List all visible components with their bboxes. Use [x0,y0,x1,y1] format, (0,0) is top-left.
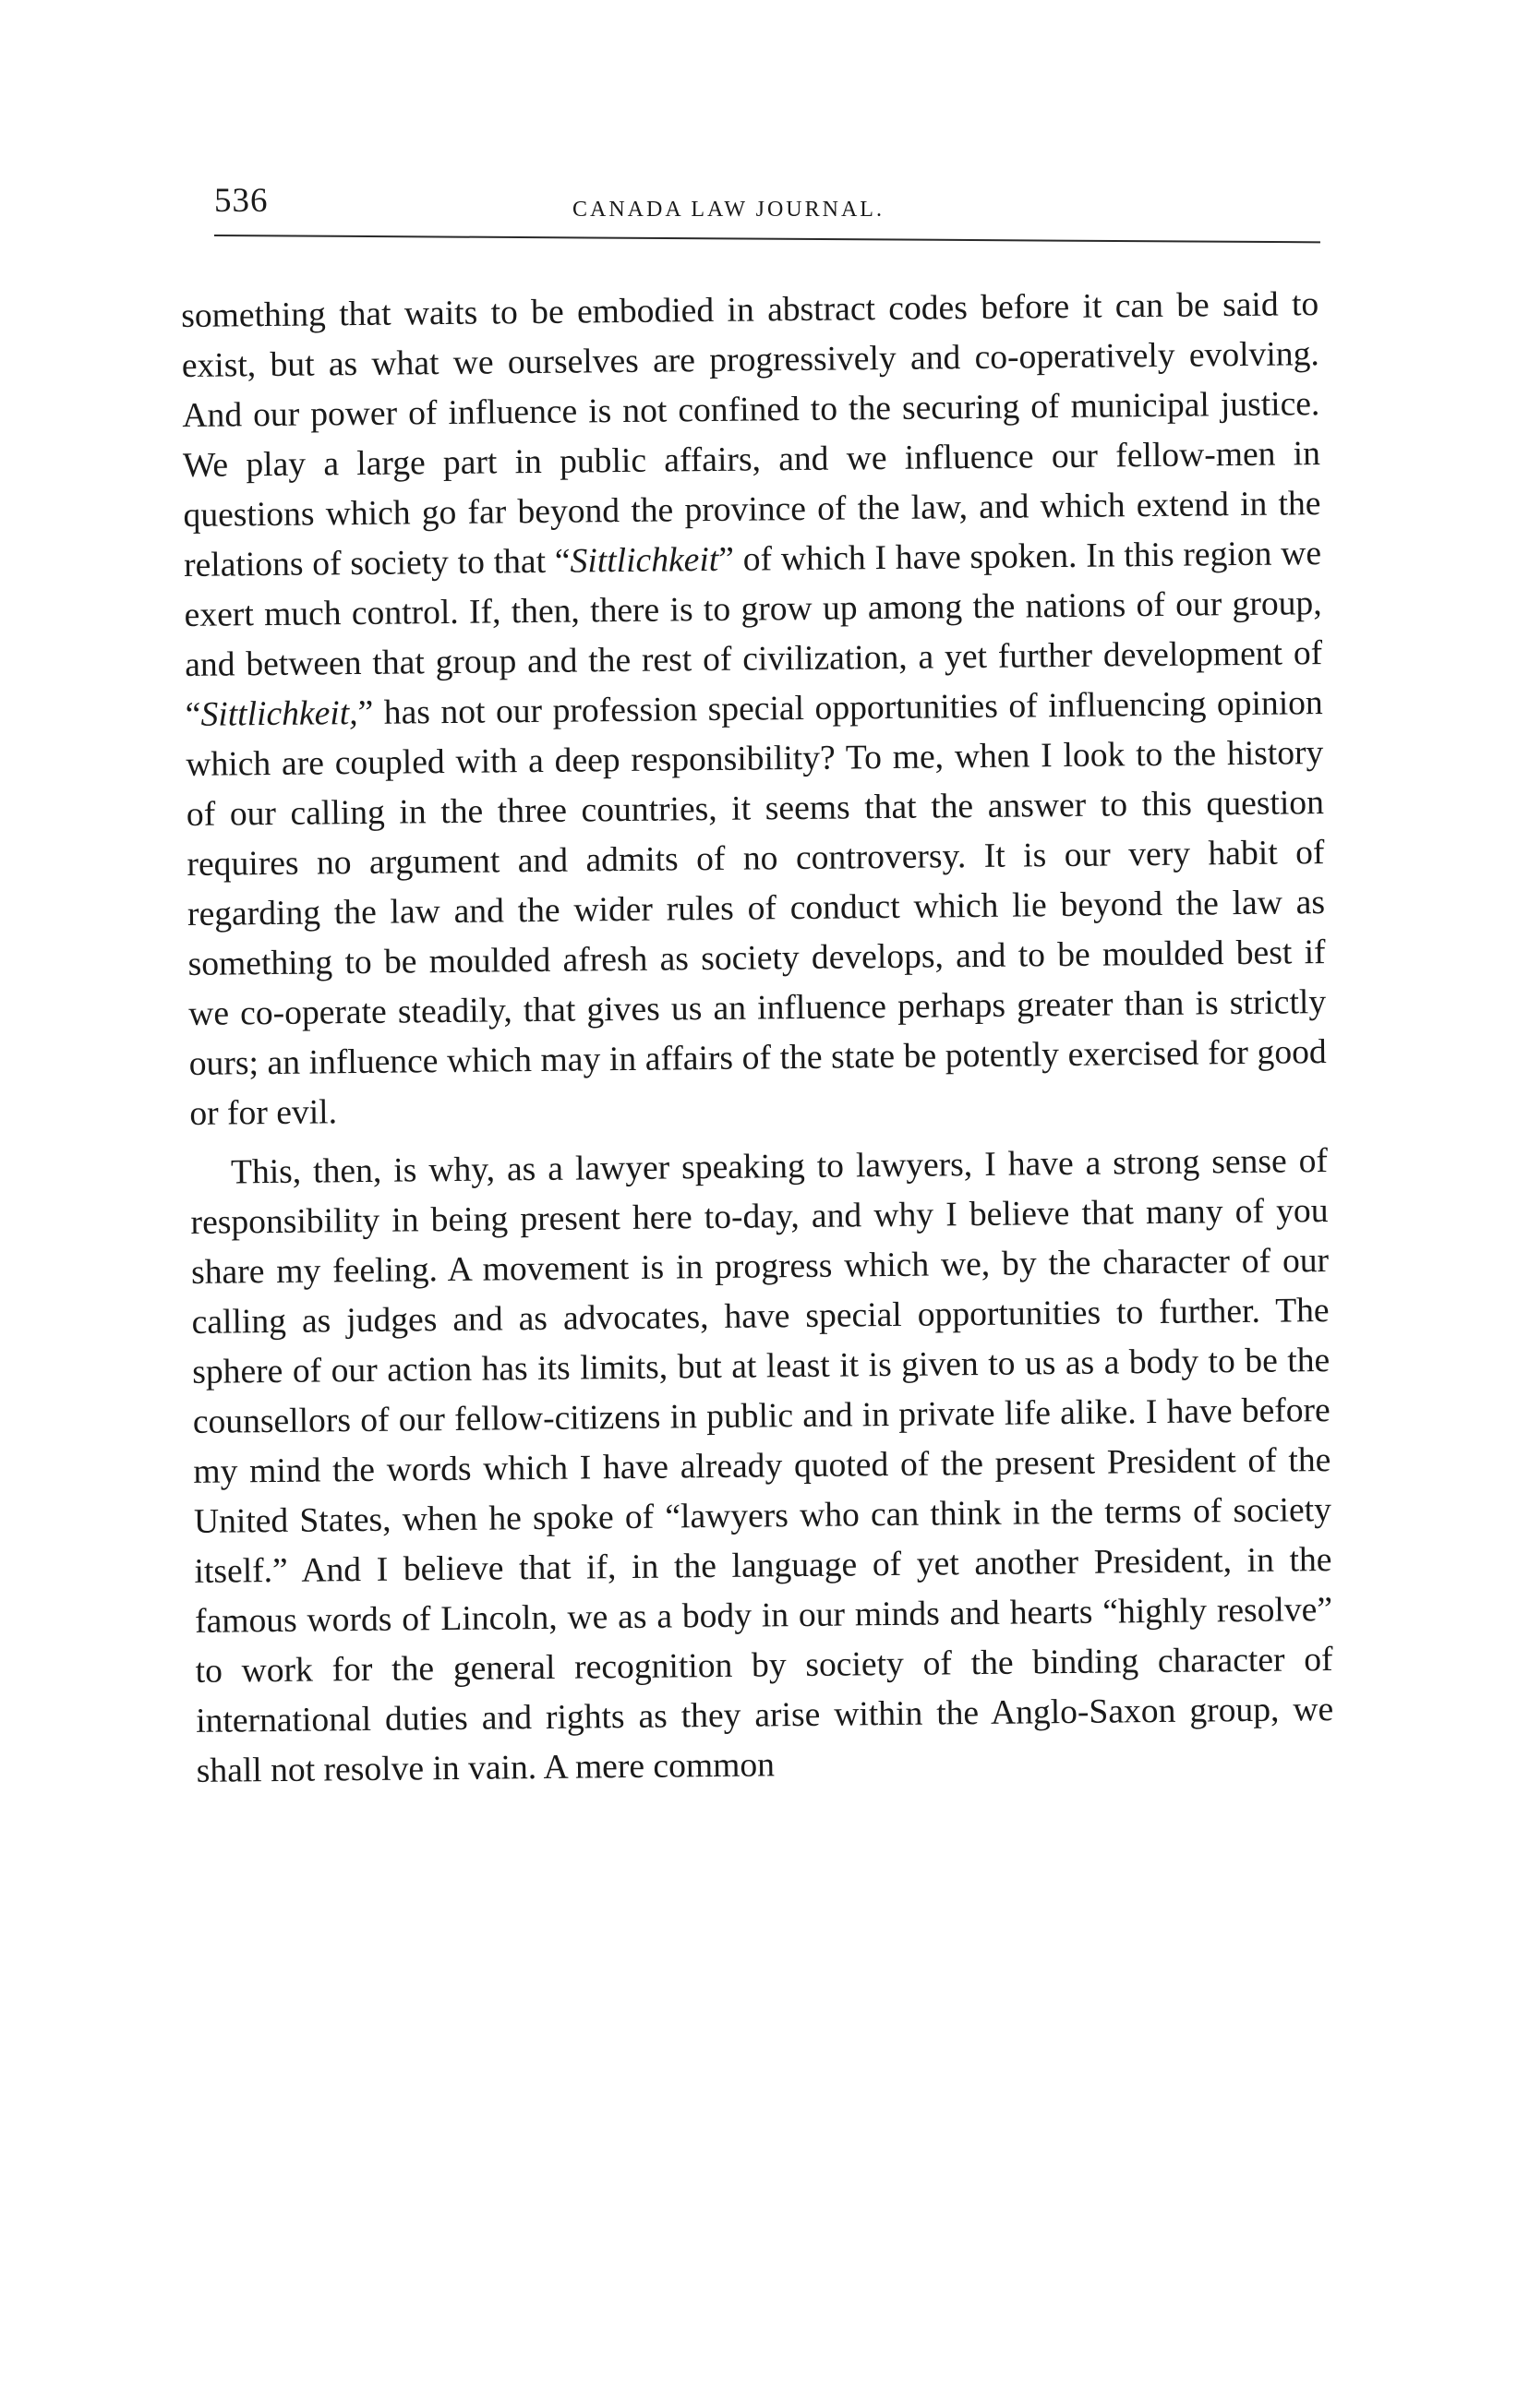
paragraph-1 [181,280,1328,1139]
body-text [181,280,1334,1797]
page-header [214,181,1320,246]
p1-text-1: something that waits to be embodied in abstract codes before it can be said to exist, but as what we ourselves are progressively and co-operatively evolving. And our power of influence is not confined to the securing of municipal justice. We play a large part in public affairs, and we influence our fellow-men in questions which go far beyond the province of the law, and which extend in the relations of society to that “ [181,285,1321,584]
page-number: 536 [214,182,269,220]
running-title: CANADA LAW JOURNAL. [572,198,885,222]
p1-italic-1: Sittlichkeit [570,540,719,581]
p1-text-3: ” has not our profession special opportunities of influencing opinion which are coupled with a deep responsibility? To me, when I look to the history of our calling in the three countries, it seems that the answer to this question requires no argument and admits of no controversy. It is our very habit of regarding the law and the wider rules of conduct which lie beyond the law as something to be moulded afresh as society develops, and to be moulded best if we co-operate steadily, that gives us an influence perhaps greater than is strictly ours; an influence which may in affairs of the state be potently exercised for good or for evil. [186,684,1327,1133]
paragraph-2: This, then, is why, as a lawyer speaking to lawyers, I have a strong sense of responsibility in being present here to-day, and why I believe that many of you share my feeling. A movement is in progress which we, by the character of our calling as judges and as advocates, have special opportunities to further. The sphere of our action has its limits, but at least it is given to us as a body to be the counsellors of our fellow-citizens in public and in private life alike. I have before my mind the words which I have already quoted of the present President of the United States, when he spoke of “lawyers who can think in the terms of society itself.” And I believe that if, in the language of yet another President, in the famous words of Lincoln, we as a body in our minds and hearts “highly resolve” to work for the general recognition by society of the binding character of international duties and rights as they arise within the Anglo-Saxon group, we shall not resolve in vain. A mere common [190,1142,1334,1790]
header-rule [214,235,1320,243]
p1-italic-2: Sittlichkeit, [200,694,358,734]
p1-text-2: ” of which I have spoken. In this region we exert much control. If, then, there is to grow up among the nations of our group, and between that group and the rest of civilization, a yet further development of “ [184,535,1323,734]
